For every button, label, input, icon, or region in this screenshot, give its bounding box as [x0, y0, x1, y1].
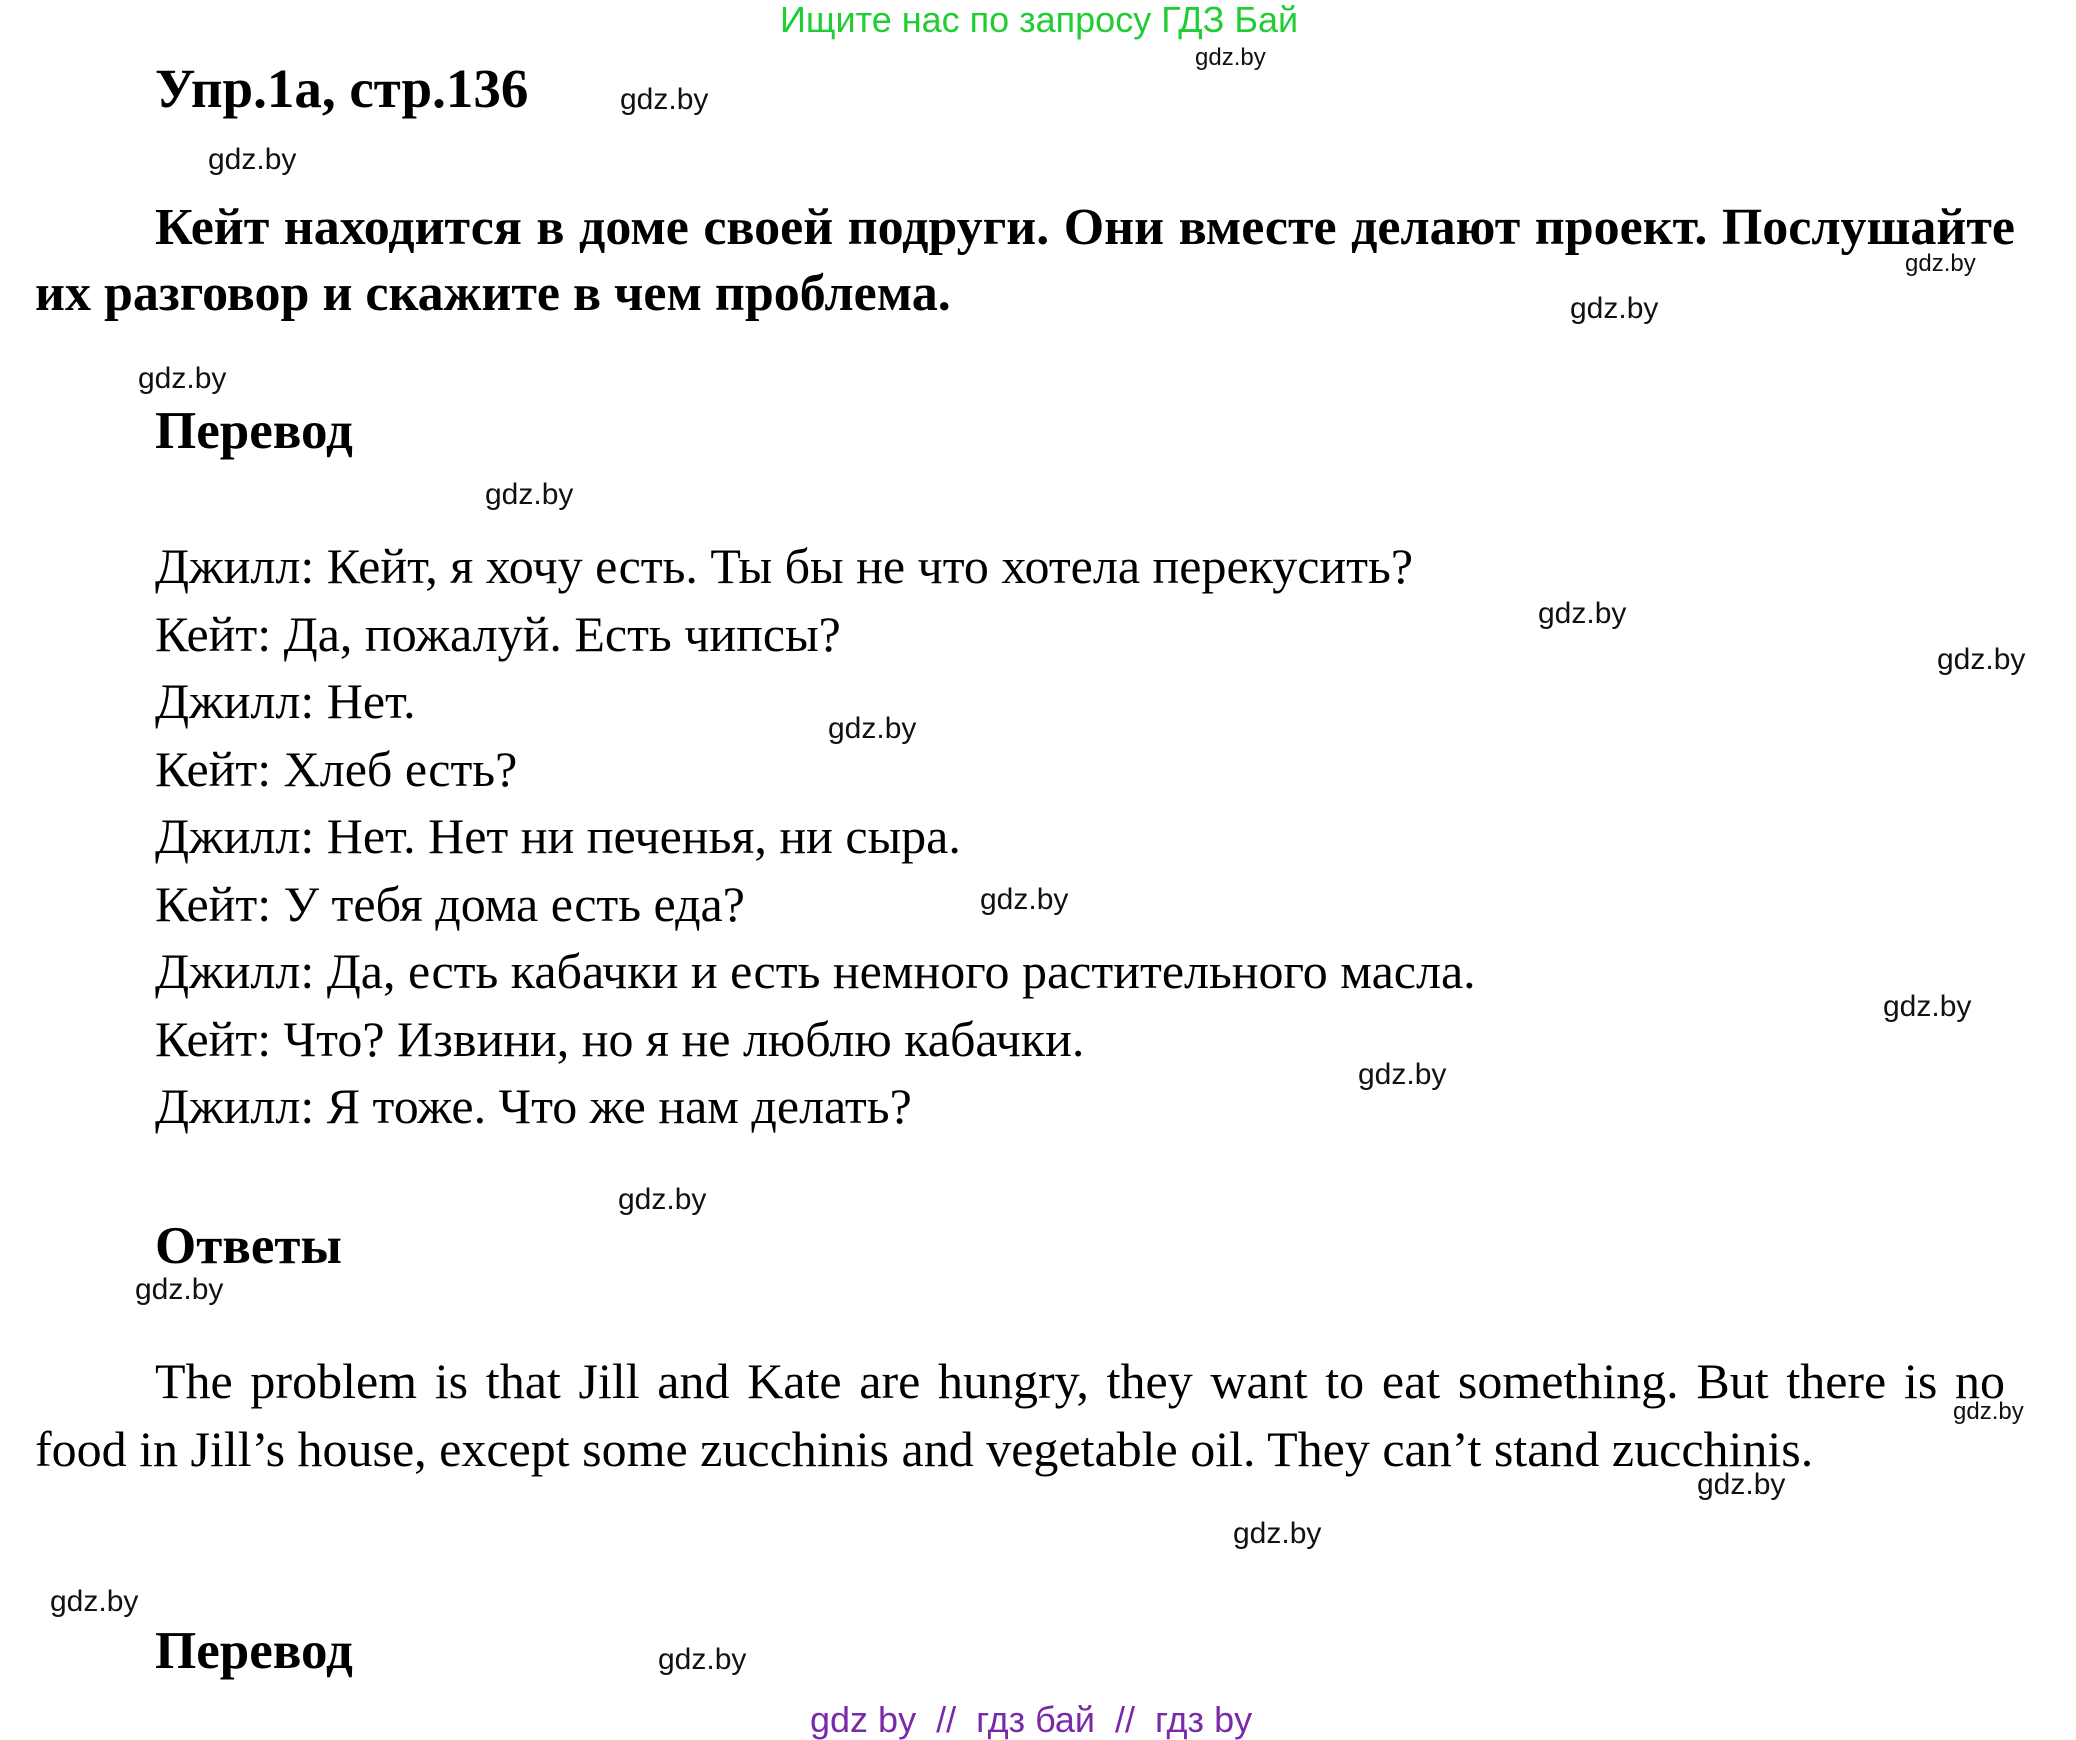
translation-heading: Перевод: [155, 402, 353, 460]
dialogue-line: Джилл: Нет.: [155, 673, 416, 729]
watermark: gdz.by: [618, 1183, 707, 1216]
answer-text: The problem is that Jill and Kate are hungry, they want to eat something. But there is no food in Jill’s house, except some zucchinis and vegetable oil. They can’t stand zucchinis.: [35, 1353, 2005, 1477]
exercise-title: Упр.1а, стр.136: [155, 58, 529, 119]
watermark: gdz.by: [1883, 990, 1972, 1023]
exercise-task: Кейт находится в доме своей подруги. Они вместе делают проект. Послушайте их разговор и скажите в чем проблема.: [35, 199, 2015, 322]
answers-heading: Ответы: [155, 1217, 342, 1275]
dialogue: [155, 533, 1476, 1141]
dialogue-line: Кейт: Хлеб есть?: [155, 740, 518, 797]
dialogue-line: Кейт: Да, пожалуй. Есть чипсы?: [155, 605, 841, 662]
dialogue-line: Джилл: Я тоже. Что же нам делать?: [155, 1078, 912, 1134]
watermark: gdz.by: [658, 1643, 747, 1676]
search-hint-banner: Ищите нас по запросу ГДЗ Бай: [780, 0, 1299, 40]
dialogue-line: Джилл: Кейт, я хочу есть. Ты бы не что хотела перекусить?: [155, 538, 1414, 594]
watermark: gdz.by: [135, 1273, 224, 1306]
dialogue-line: Кейт: Что? Извини, но я не люблю кабачки.: [155, 1010, 1085, 1067]
watermark: gdz.by: [485, 478, 574, 511]
second-translation-heading: Перевод: [155, 1622, 353, 1680]
watermark: gdz.by: [1905, 250, 1976, 277]
watermark: gdz.by: [50, 1585, 139, 1618]
watermark: gdz.by: [1953, 1398, 2024, 1425]
dialogue-line: Кейт: У тебя дома есть еда?: [155, 875, 745, 932]
watermark: gdz.by: [1937, 643, 2026, 676]
watermark: gdz.by: [1358, 1058, 1447, 1091]
footer-links[interactable]: gdz by // гдз бай // гдз by: [810, 1699, 1253, 1740]
watermark: gdz.by: [1570, 292, 1659, 325]
watermark: gdz.by: [1233, 1517, 1322, 1550]
watermark: gdz.by: [1195, 44, 1266, 71]
watermark: gdz.by: [980, 883, 1069, 916]
watermark: gdz.by: [138, 362, 227, 395]
watermark: gdz.by: [620, 83, 709, 116]
dialogue-line: Джилл: Да, есть кабачки и есть немного растительного масла.: [155, 943, 1476, 999]
watermark: gdz.by: [828, 712, 917, 745]
watermark: gdz.by: [1538, 597, 1627, 630]
dialogue-line: Джилл: Нет. Нет ни печенья, ни сыра.: [155, 808, 961, 864]
watermark: gdz.by: [1697, 1468, 1786, 1501]
watermark: gdz.by: [208, 143, 297, 176]
